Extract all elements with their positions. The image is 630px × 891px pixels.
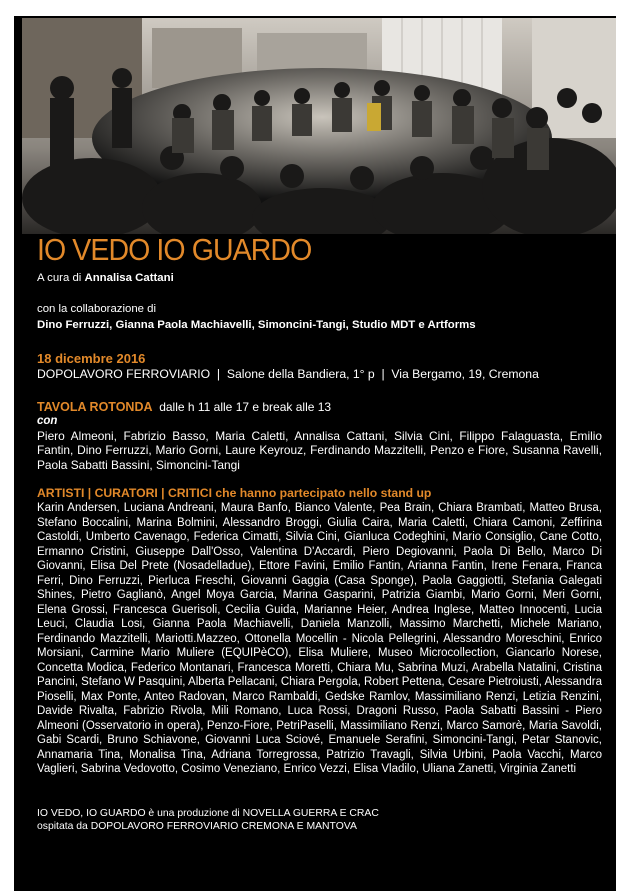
stand-up-participants: Karin Andersen, Luciana Andreani, Maura Banfo, Bianco Valente, Pea Brain, Chiara Brambati, Matteo Brusa, Stefano Boccalini, Marina Bolmini, Alessandro Broggi, Giulia Caira, Maria Caletti, Chiara Camoni, Zeffirina Castoldi, Umberto Cavenago, Federica Cimatti, Silvia Cini, Gianluca Codeghini, Mario Consiglio, Cane Cotto, Ermanno Cristini, Giuseppe Dall'Osso, Valentina D'Accardi, Piero Degiovanni, Paola Di Bello, Marco Di Giovanni, Elisa Del Prete (Nosadelladue), Ettore Favini, Emilio Fantin, Arianna Fantin, Irene Fenara, Franca Ferri, Dino Ferruzzi, Pierluca Freschi, Giovanni Gaggia (Casa Sponge), Paola Gaggiotti, Stefania Galegati Shines, Pietro Gaglianò, Angel Moya Garcia, Marina Gasparini, Patrizia Giambi, Mario Gorni, Meri Gorni, Elena Grossi, Francesca Guerisoli, Cecilia Guida, Marianne Heier, Andrea Inglese, Matteo Innocenti, Lucia Leuci, Claudia Losi, Gianna Paola Machiavelli, Daniela Manzolli, Massimo Marchetti, Michele Mariano, Ferdinando Mazzitelli, Mariotti.Mazzeo, Ottonella Mocellin - Nicola Pellegrini, Alessandro Moreschini, Enrico Morsiani, Carmine Mario Muliere (EQUIPèCO), Elisa Muliere, Museo Microcollection, Giancarlo Norese, Concetta Modica, Federico Montanari, Francesca Moretti, Chiara Mu, Sabrina Muzi, Arabella Natalini, Cristina Pancini, Stefano W Pasquini, Alberta Pellacani, Chiara Pergola, Robert Pettena, Cesare Pietroiusti, Alessandra Pioselli, Max Ponte, Anteo Radovan, Marco Rambaldi, Gedske Ramlov, Massimiliano Renzi, Letizia Renzini, Davide Rivalta, Fabrizio Rivola, Mili Romano, Luca Rossi, Dragoni Russo, Paola Sabatti Bassini - Piero Almeoni (Osservatorio in opera), Penzo-Fiore, PetriPaselli, Massimiliano Renzi, Marco Samorè, Maria Savoldi, Gabi Scardi, Bruno Schiavone, Giovanni Luca Sciové, Emanuele Serafini, Simoncini-Tangi, Petar Stanovic, Annamaria Tina, Monalisa Tina, Adriana Torregrossa, Patrizio Travagli, Silvia Urbini, Paola Vacchi, Marco Vaglieri, Sabrina Vedovotto, Cosimo Veneziano, Enrico Vezzi, Elisa Vladilo, Uliana Zanetti, Virginia Zanetti [37,502,602,776]
round-table-with: con [37,414,58,427]
footer-line-2: ospitata da DOPOLAVORO FERROVIARIO CREMONA E MANTOVA [37,820,357,832]
round-table-participants: Piero Almeoni, Fabrizio Basso, Maria Caletti, Annalisa Cattani, Silvia Cini, Filippo Falaguasta, Emilio Fantin, Dino Ferruzzi, Mario Gorni, Laure Keyrouz, Ferdinando Mazzitelli, Penzo e Fiore, Susanna Ravelli, Paola Sabatti Bassini, Simoncini-Tangi [37,428,602,472]
poster-text [37,232,602,833]
curator-prefix: A cura di [37,272,85,284]
curator-line [37,271,602,286]
round-table-time: dalle h 11 alle 17 e break alle 13 [159,399,332,414]
collab-intro: con la collaborazione di [37,302,157,315]
round-table-title: TAVOLA ROTONDA [37,399,153,414]
collab-names: Dino Ferruzzi, Gianna Paola Machiavelli, Simoncini-Tangi, Studio MDT e Artforms [37,319,476,331]
poster [14,16,616,891]
round-table-header [37,400,602,414]
poster-title: IO VEDO IO GUARDO [37,232,312,267]
event-date: 18 dicembre 2016 [37,350,146,366]
curator-name: Annalisa Cattani [84,272,174,284]
footer-line-1: IO VEDO, IO GUARDO è una produzione di NOVELLA GUERRA E CRAC [37,807,379,819]
stand-up-title: ARTISTI | CURATORI | CRITICI che hanno partecipato nello stand up [37,486,432,501]
event-venue: DOPOLAVORO FERROVIARIO | Salone della Bandiera, 1° p | Via Bergamo, 19, Cremona [37,366,539,381]
event-photo [22,18,616,234]
